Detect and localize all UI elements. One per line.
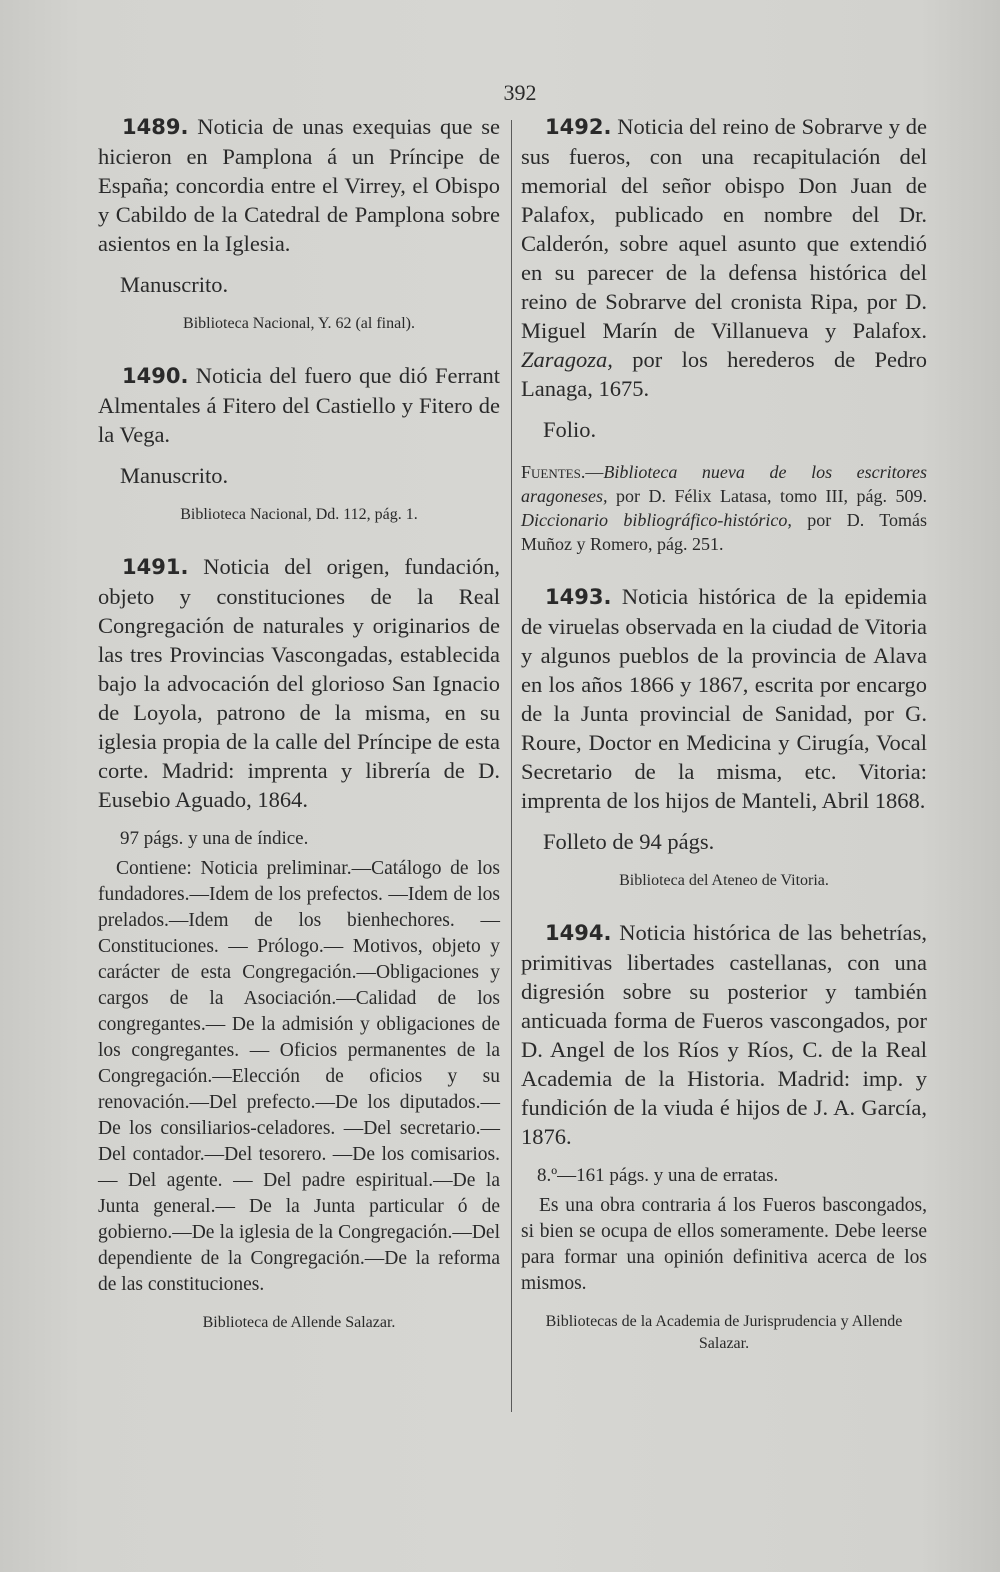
- sources-detail-2: por D. Tomás Muñoz y Romero, pág. 251.: [521, 510, 928, 554]
- entry-format: Folio.: [543, 417, 597, 442]
- entry-location: Biblioteca de Allende Salazar.: [202, 1314, 396, 1331]
- entry-number: 1494.: [545, 921, 612, 945]
- entry-location: Biblioteca Nacional, Y. 62 (al final).: [183, 315, 415, 332]
- entry-1493: [521, 582, 927, 892]
- entry-number: 1493.: [545, 585, 612, 609]
- right-column: [521, 112, 927, 1355]
- entry-1492: [521, 112, 927, 556]
- entry-title-text: Noticia de unas exequias que se hicieron en Pamplona á un Príncipe de España; concordia entre el Virrey, el Obispo y Cabildo de la Catedral de Pamplona sobre asientos en la Iglesia.: [98, 114, 501, 256]
- entry-number: 1491.: [122, 555, 189, 579]
- sources-label: Fuentes.: [521, 462, 586, 482]
- left-column: [98, 112, 500, 1334]
- sources-detail-1: por D. Félix Latasa, tomo III, pág. 509.: [616, 486, 928, 506]
- entry-title: [521, 918, 927, 1151]
- entry-format: 97 págs. y una de índice.: [120, 828, 309, 849]
- entry-1489: [98, 112, 500, 335]
- entry-title-text: Noticia del reino de Sobrarve y de sus fueros, con una recapitulación del memorial del señor obispo Don Juan de Palafox, publicado en nombre del Dr. Calderón, sobre aquel asunto que extendió en su parecer de la defensa histórica del reino de Sobrarve del cronista Ripa, por D. Miguel Marín de Villanueva y Palafox.: [521, 114, 928, 343]
- entry-title: [521, 112, 927, 403]
- page-number: 392: [503, 80, 537, 105]
- entry-1491: [98, 552, 500, 1334]
- entry-title: [521, 582, 927, 815]
- entry-title: [98, 112, 500, 258]
- entry-number: 1492.: [545, 115, 612, 139]
- entry-1494: [521, 918, 927, 1355]
- column-divider: [511, 120, 512, 1412]
- sources-work-2: Diccionario bibliográfico-histórico,: [521, 510, 792, 530]
- entry-title: [98, 361, 500, 449]
- entry-contents: Contiene: Noticia preliminar.—Catálogo de los fundadores.—Idem de los prefectos. —Idem de los prelados.—Idem de los bienhechores. — Constituciones. — Prólogo.— Motivos, objeto y carácter de esta Congregación.—Obligaciones y cargos de la Asociación.—Calidad de los congregantes.— De la admisión y obligaciones de los congregantes. — Oficios permanentes de la Congregación.—Elección de oficios y su renovación.—Del prefecto.—De los diputados.—De los consiliarios-celadores. —Del secretario.—Del contador.—Del tesorero. —De los comisarios. — Del agente. — Del padre espiritual.—De la Junta general.— De la Junta particular ó de gobierno.—De la iglesia de la Congregación.—Del dependiente de la Congregación.—De la reforma de las constituciones.: [98, 858, 500, 1295]
- entry-location: Biblioteca del Ateneo de Vitoria.: [619, 872, 829, 889]
- sources-work-1: Biblioteca nueva de los escritores aragoneses,: [521, 462, 927, 506]
- entry-note: Es una obra contraria á los Fueros bascongados, si bien se ocupa de ellos someramente. Debe leerse para formar una opinión definitiva acerca de los mismos.: [521, 1195, 927, 1294]
- entry-title-text: Noticia histórica de las behetrías, primitivas libertades castellanas, con una digresión sobre su posterior y también anticuada forma de Fueros vascongados, por D. Angel de los Ríos y Ríos, C. de la Real Academia de la Historia. Madrid: imp. y fundición de la viuda é hijos de J. A. García, 1876.: [521, 920, 927, 1149]
- entry-number: 1490.: [122, 364, 189, 388]
- entry-format: 8.º—161 págs. y una de erratas.: [537, 1165, 779, 1186]
- entry-sources: Fuentes.—Biblioteca nueva de los escritores aragoneses, por D. Félix Latasa, tomo III, pág. 509. Diccionario bibliográfico-histórico, por D. Tomás Muñoz y Romero, pág. 251.: [521, 462, 928, 554]
- entry-format: Folleto de 94 págs.: [543, 829, 715, 854]
- entry-title-text: Noticia del origen, fundación, objeto y constituciones de la Real Congregación de naturales y originarios de las tres Provincias Vascongadas, establecida bajo la advocación del glorioso San Ignacio de Loyola, patrono de la misma, en su iglesia propia de la calle del Príncipe de esta corte. Madrid: imprenta y librería de D. Eusebio Aguado, 1864.: [98, 554, 501, 812]
- entry-number: 1489.: [122, 115, 189, 139]
- entry-format: Manuscrito.: [120, 463, 229, 488]
- entry-title-rest: por los herederos de Pedro Lanaga, 1675.: [521, 347, 928, 401]
- entry-title-text: Noticia del fuero que dió Ferrant Almentales á Fitero del Castiello y Fitero de la Vega.: [98, 363, 500, 447]
- entry-1490: [98, 361, 500, 526]
- entry-title: [98, 552, 500, 814]
- entry-location: Biblioteca Nacional, Dd. 112, pág. 1.: [180, 506, 418, 523]
- entry-format: Manuscrito.: [120, 272, 229, 297]
- entry-title-place: Zaragoza,: [521, 347, 613, 372]
- entry-title-text: Noticia histórica de la epidemia de viruelas observada en la ciudad de Vitoria y algunos pueblos de la provincia de Alava en los años 1866 y 1867, escrita por encargo de la Junta provincial de Sanidad, por G. Roure, Doctor en Medicina y Cirugía, Vocal Secretario de la misma, etc. Vitoria: imprenta de los hijos de Manteli, Abril 1868.: [521, 584, 928, 813]
- entry-location: Bibliotecas de la Academia de Jurisprudencia y Allende Salazar.: [545, 1313, 903, 1352]
